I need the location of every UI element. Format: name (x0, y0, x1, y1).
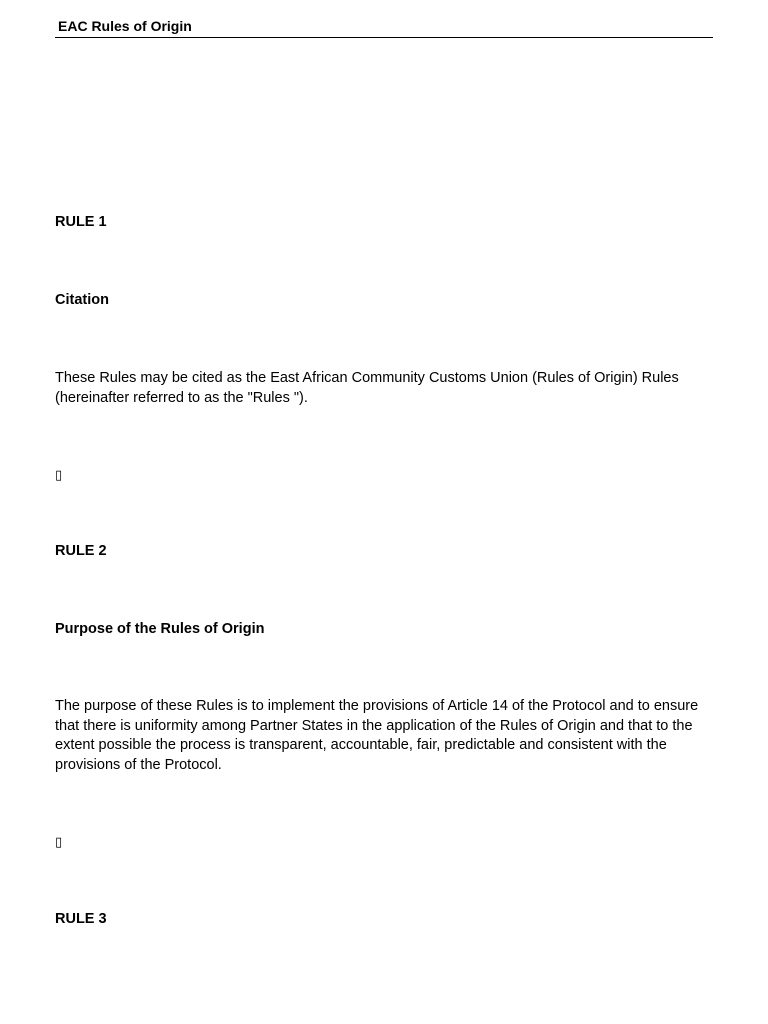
rule-1-heading: RULE 1 (55, 214, 107, 230)
citation-heading: Citation (55, 292, 109, 308)
purpose-paragraph: The purpose of these Rules is to implement the provisions of Article 14 of the Protocol and to ensure that there is uniformity among Partner States in the application of the Rules of Origin and that to the extent possible the process is transparent, accountable, fair, predictable and consistent with the provisions of the Protocol. (55, 698, 699, 773)
citation-paragraph: These Rules may be cited as the East African Community Customs Union (Rules of Origin) Rules (hereinafter referred to as the "Rules "). (55, 370, 679, 406)
purpose-heading: Purpose of the Rules of Origin (55, 621, 265, 637)
running-header (55, 17, 713, 38)
rule-2-heading: RULE 2 (55, 543, 107, 559)
missing-glyph-icon: ▯ (55, 835, 63, 850)
document-title: EAC Rules of Origin (58, 18, 192, 34)
missing-glyph-icon: ▯ (55, 468, 63, 483)
rule-3-heading: RULE 3 (55, 911, 107, 927)
